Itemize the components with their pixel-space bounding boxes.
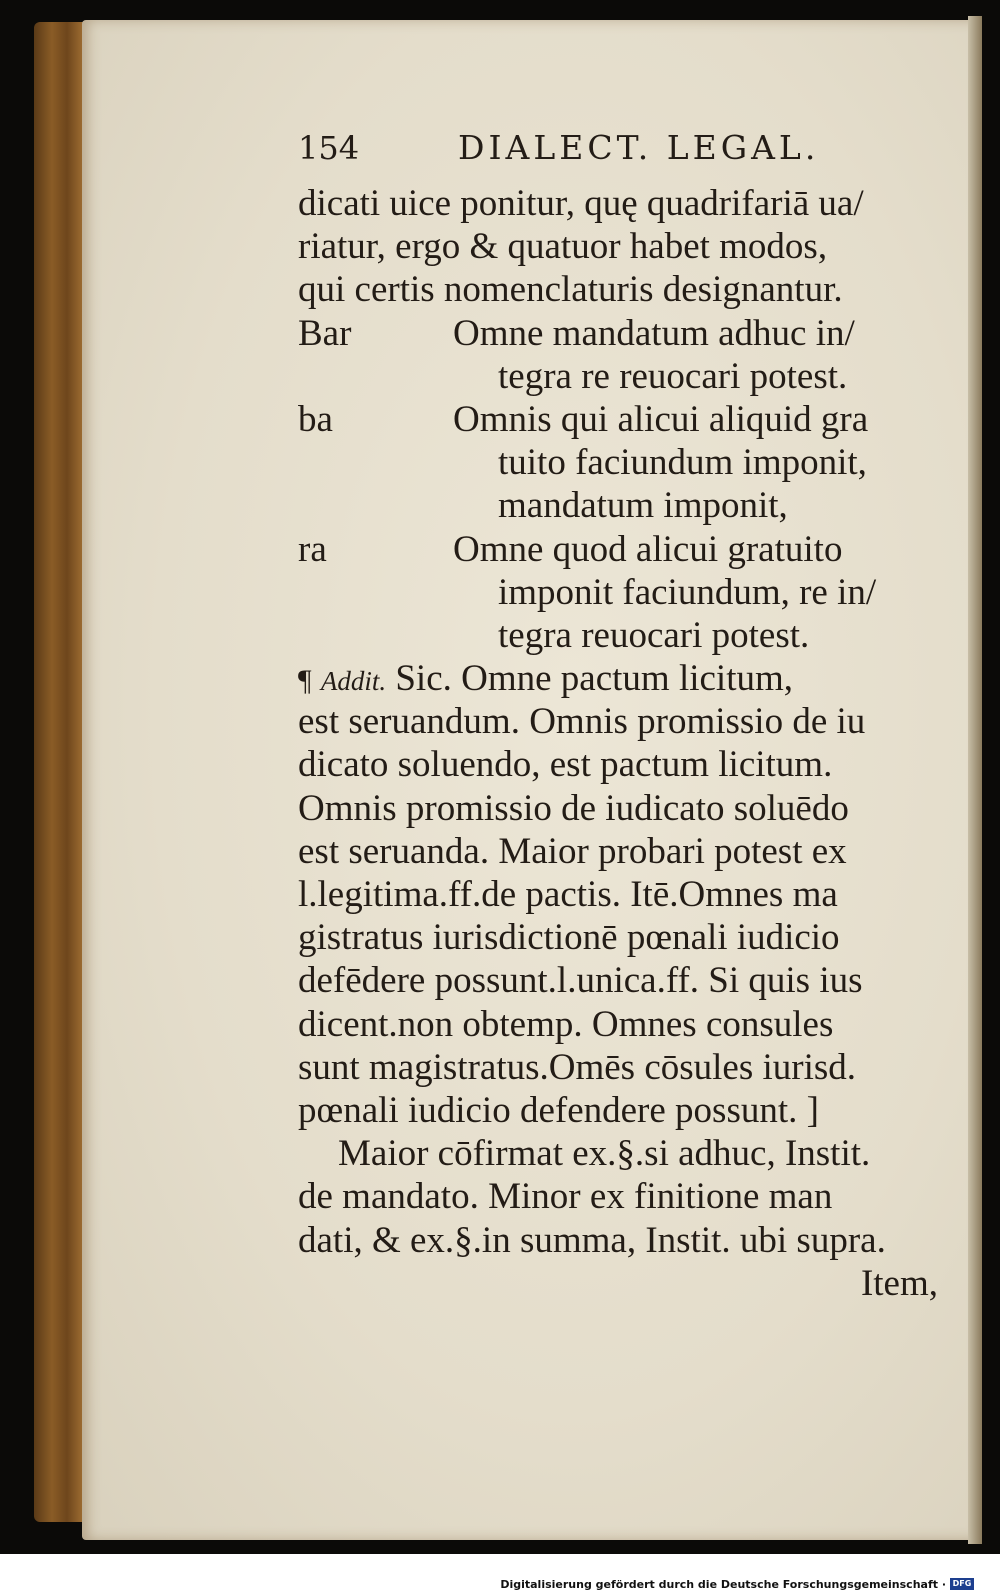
text-line: riatur, ergo & quatuor habet modos, — [298, 226, 828, 268]
text-line: est seruanda. Maior probari potest ex — [298, 830, 847, 872]
text-line: est seruandum. Omnis promissio de iu — [298, 701, 866, 743]
text-line: defēdere possunt.l.unica.ff. Si quis ius — [298, 960, 863, 1002]
text-line: de mandato. Minor ex finitione man — [298, 1176, 833, 1218]
paragraph-mark: ¶ — [298, 664, 312, 698]
running-head: DIALECT. LEGAL. — [458, 128, 820, 167]
syllogism-key: Bar — [298, 312, 352, 354]
page-header — [298, 126, 938, 182]
text-line: sunt magistratus.Omēs cōsules iurisd. — [298, 1046, 857, 1088]
credit-text: Digitalisierung gefördert durch die Deutsche Forschungsgemeinschaft · — [500, 1577, 946, 1591]
syllogism-key: ra — [298, 528, 327, 570]
folio-number: 154 — [298, 129, 360, 167]
syllogism-conclusion — [298, 528, 938, 571]
text-line: Omne quod alicui gratuito — [453, 528, 843, 570]
text-line: Omnis qui alicui aliquid gra — [453, 398, 869, 440]
syllogism-minor — [298, 398, 938, 441]
text-line: dati, & ex.§.in summa, Instit. ubi supra. — [298, 1219, 886, 1261]
page-text — [298, 126, 938, 1305]
text-line: Omne mandatum adhuc in/ — [453, 312, 855, 354]
addit-label: Addit. — [320, 666, 387, 697]
text-line: l.legitima.ff.de pactis. Itē.Omnes ma — [298, 874, 838, 915]
addit-line — [298, 657, 938, 700]
text-line: pœnali iudicio defendere possunt. ] — [298, 1089, 819, 1131]
text-line: qui certis nomenclaturis designantur. — [298, 269, 843, 311]
text-line: dicati uice ponitur, quę quadrifariā ua/ — [298, 183, 864, 224]
text-line: tegra re reuocari potest. — [498, 355, 848, 397]
text-line: dicato soluendo, est pactum licitum. — [298, 744, 833, 786]
text-line: dicent.non obtemp. Omnes consules — [298, 1003, 834, 1045]
digitization-credit — [500, 1576, 974, 1592]
text-line: mandatum imponit, — [498, 485, 788, 527]
syllogism-major — [298, 312, 938, 355]
text-line: Sic. Omne pactum licitum, — [386, 658, 794, 700]
text-line: tuito faciundum imponit, — [498, 442, 867, 484]
text-line: Omnis promissio de iudicato soluēdo — [298, 787, 849, 829]
text-line: gistratus iurisdictionē pœnali iudicio — [298, 917, 840, 959]
syllogism-key: ba — [298, 398, 333, 440]
dfg-logo: DFG — [950, 1578, 974, 1590]
text-line: Maior cōfirmat ex.§.si adhuc, Instit. — [338, 1133, 871, 1175]
catchword: Item, — [860, 1262, 938, 1304]
text-line: tegra reuocari potest. — [498, 614, 810, 656]
page-gutter-shadow — [968, 16, 982, 1544]
text-line: imponit faciundum, re in/ — [498, 571, 877, 613]
